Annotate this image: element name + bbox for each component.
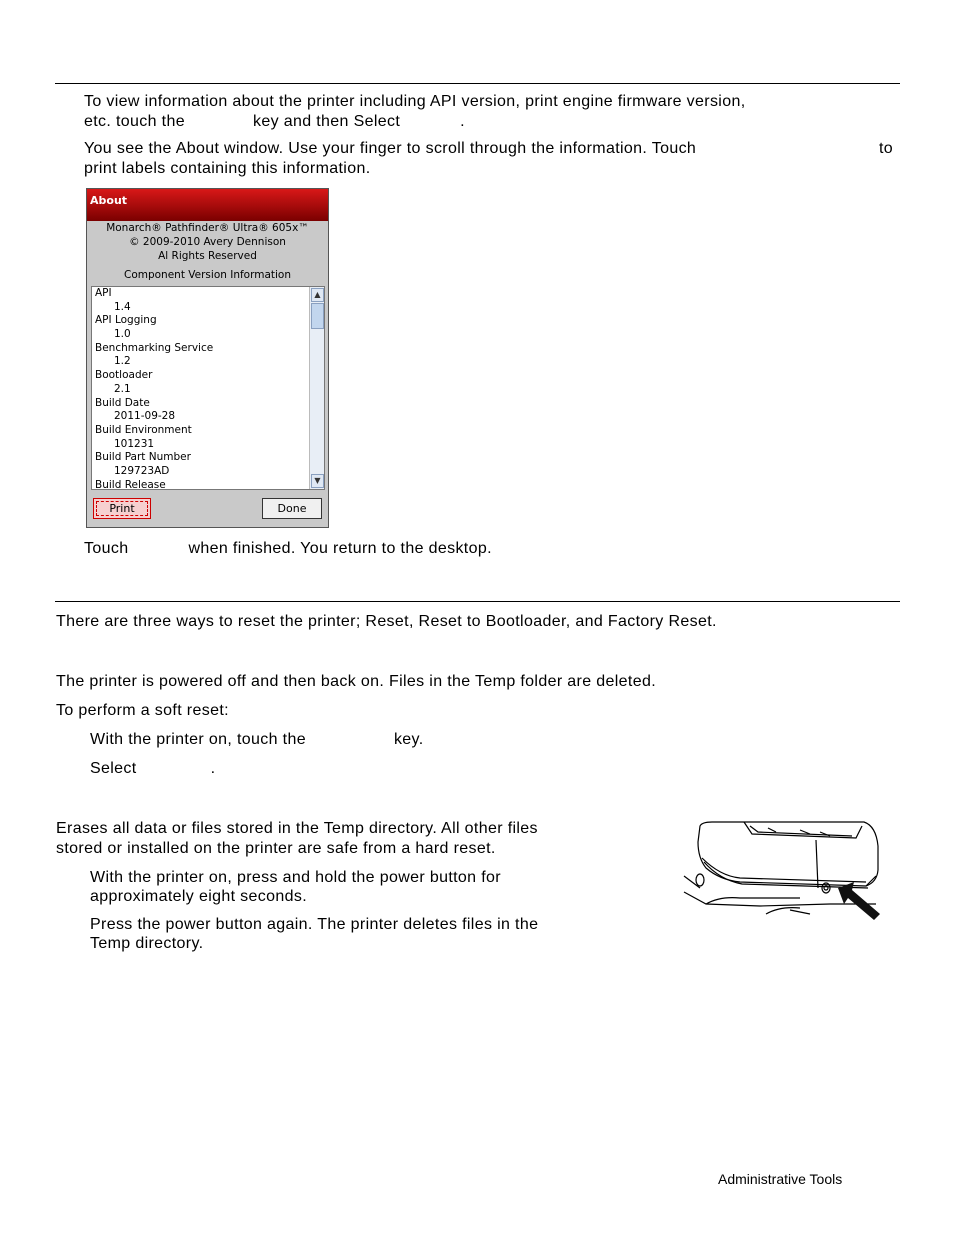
para-reset-intro: There are three ways to reset the printer; Reset, Reset to Bootloader, and Factory Reset. [56,613,717,630]
list-item-name: Bootloader [95,369,153,382]
para-touch-text-b: when finished. You return to the desktop. [188,540,492,557]
scroll-down-arrow-icon[interactable]: ▼ [311,474,324,488]
para-hard-desc-line1: Erases all data or files stored in the Temp directory. All other files [56,820,538,837]
para-touch-done [84,539,492,559]
list-item-value: 2.1 [114,382,131,395]
component-list[interactable] [91,286,325,490]
list-item-value: 2011-09-28 [114,410,176,423]
about-window [86,188,329,528]
soft-step-1 [90,730,424,750]
para-about-text1b: to [879,140,894,157]
product-name: Monarch® Pathfinder® Ultra® 605x™ [106,222,309,234]
para-soft-desc: The printer is powered off and then back on. Files in the Temp folder are deleted. [56,673,657,690]
section-rule-top [55,83,900,84]
para-view-info-line1 [84,92,746,112]
about-window-title: About [87,189,328,221]
para-view-info-line2 [84,112,465,132]
hard-step-2-line1: Press the power button again. The printer deletes files in the [90,916,539,933]
para-view-info-text2c: . [460,113,465,130]
soft-step-2-text-a: Select [90,760,137,777]
para-soft-intro: To perform a soft reset: [56,702,229,719]
list-item-name: API [95,287,112,299]
para-view-info-text2a: etc. touch the [84,113,185,130]
done-button[interactable]: Done [262,498,322,519]
hard-step-1-line2: approximately eight seconds. [90,888,308,905]
scroll-thumb[interactable] [311,303,324,329]
list-item-value: 1.2 [114,355,131,368]
hard-step-2-line2: Temp directory. [90,935,204,952]
list-item-name: Benchmarking Service [95,341,214,354]
para-about-text1a: You see the About window. Use your finger to scroll through the information. Touch [84,140,697,157]
list-item-name: API Logging [95,314,157,327]
list-item-value: 1.0 [114,328,131,341]
list-scrollbar[interactable] [309,287,324,489]
list-item-value: 129723AD [114,464,170,477]
soft-step-1-text-a: With the printer on, touch the [90,731,306,748]
about-window-header [87,221,328,263]
para-hard-desc-line2: stored or installed on the printer are safe from a hard reset. [56,840,496,857]
para-view-info-text1: To view information about the printer including API version, print engine firmware version, [84,93,746,110]
footer-section-name: Administrative Tools [718,1171,843,1187]
para-about-line1 [84,139,696,159]
print-button[interactable]: Print [93,498,151,519]
hard-step-1-line1: With the printer on, press and hold the power button for [90,869,501,886]
list-item-name: Build Environment [95,423,192,436]
list-item-name: Build Part Number [95,451,191,464]
para-about-text2: print labels containing this information. [84,160,371,177]
component-list-items [95,287,310,490]
list-item-name: Build Release [95,478,166,490]
copyright: © 2009-2010 Avery Dennison [129,236,286,248]
soft-step-1-text-b: key. [393,731,424,748]
printer-power-button-illustration [680,818,882,922]
list-item-value: 1.4 [114,300,131,313]
para-touch-text-a: Touch [84,540,129,557]
scroll-up-arrow-icon[interactable]: ▲ [311,288,324,302]
list-item-value: 101231 [114,437,155,450]
list-item-name: Build Date [95,396,150,409]
component-heading: Component Version Information [123,269,292,281]
para-about-line2 [84,159,371,179]
rights: Al Rights Reserved [158,250,257,262]
soft-step-2 [90,759,215,779]
section-rule-reset [55,601,900,602]
soft-step-2-text-b: . [210,760,216,777]
para-about-to [879,139,893,159]
para-view-info-text2b: key and then Select [252,113,401,130]
